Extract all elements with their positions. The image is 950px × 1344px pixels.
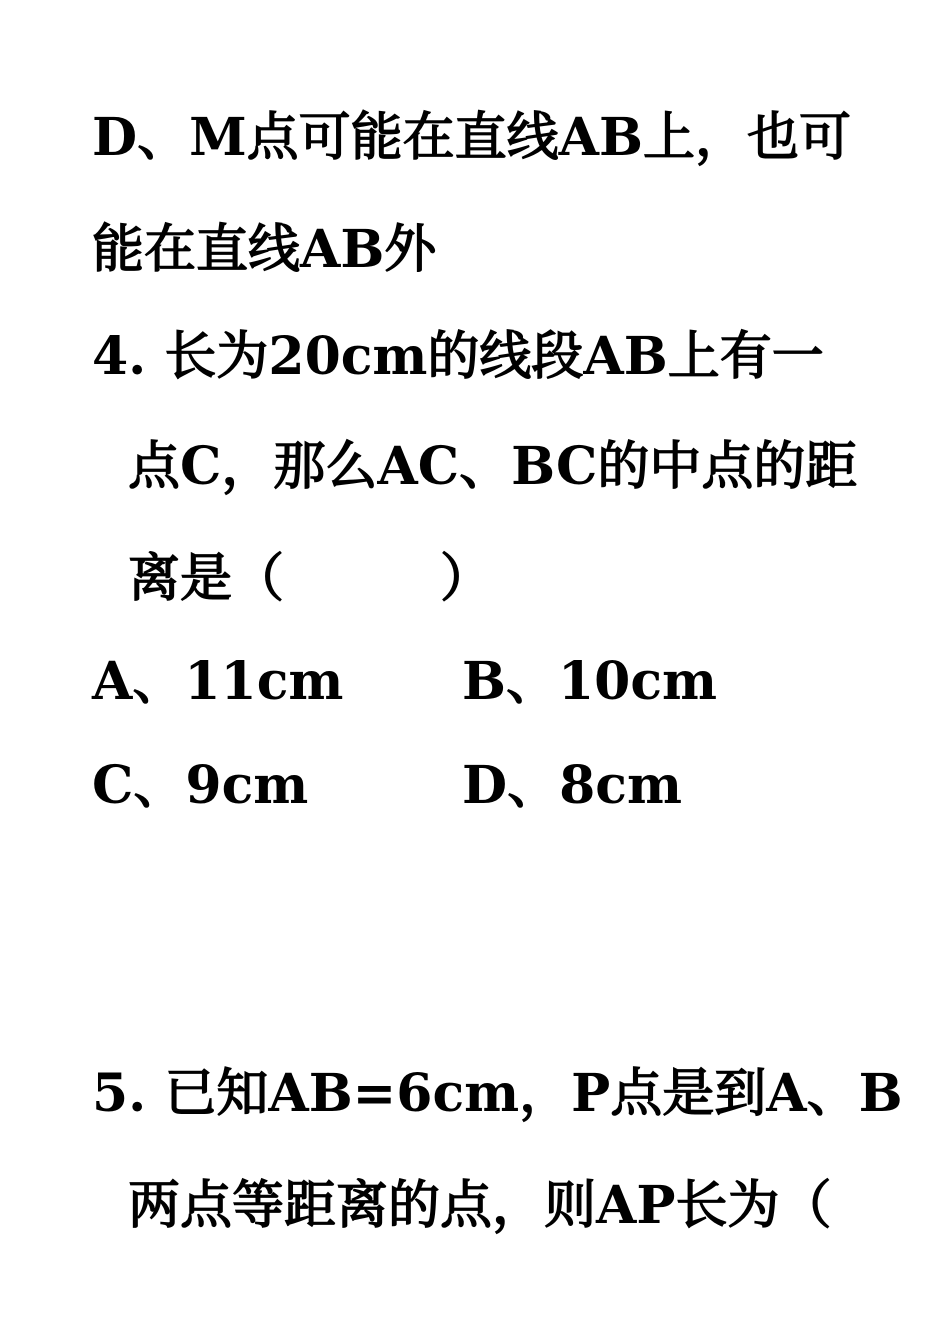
q4-option-a: A、11cm [92,651,344,712]
q3-option-d-line1: D、M点可能在直线AB上，也可 [92,107,851,168]
q4-option-d: D、8cm [462,755,682,816]
q4-question-line3: 离是（ ） [128,548,493,609]
q4-option-b: B、10cm [462,651,717,712]
q5-question-line1: 5. 已知AB=6cm，P点是到A、B [92,1063,903,1124]
q4-question-line1: 4. 长为20cm的线段AB上有一 [92,326,824,387]
q5-question-line2: 两点等距离的点，则AP长为（ [128,1175,832,1236]
q4-question-line2: 点C，那么AC、BC的中点的距 [128,436,858,497]
q4-option-c: C、9cm [92,755,309,816]
q3-option-d-line2: 能在直线AB外 [92,219,437,280]
